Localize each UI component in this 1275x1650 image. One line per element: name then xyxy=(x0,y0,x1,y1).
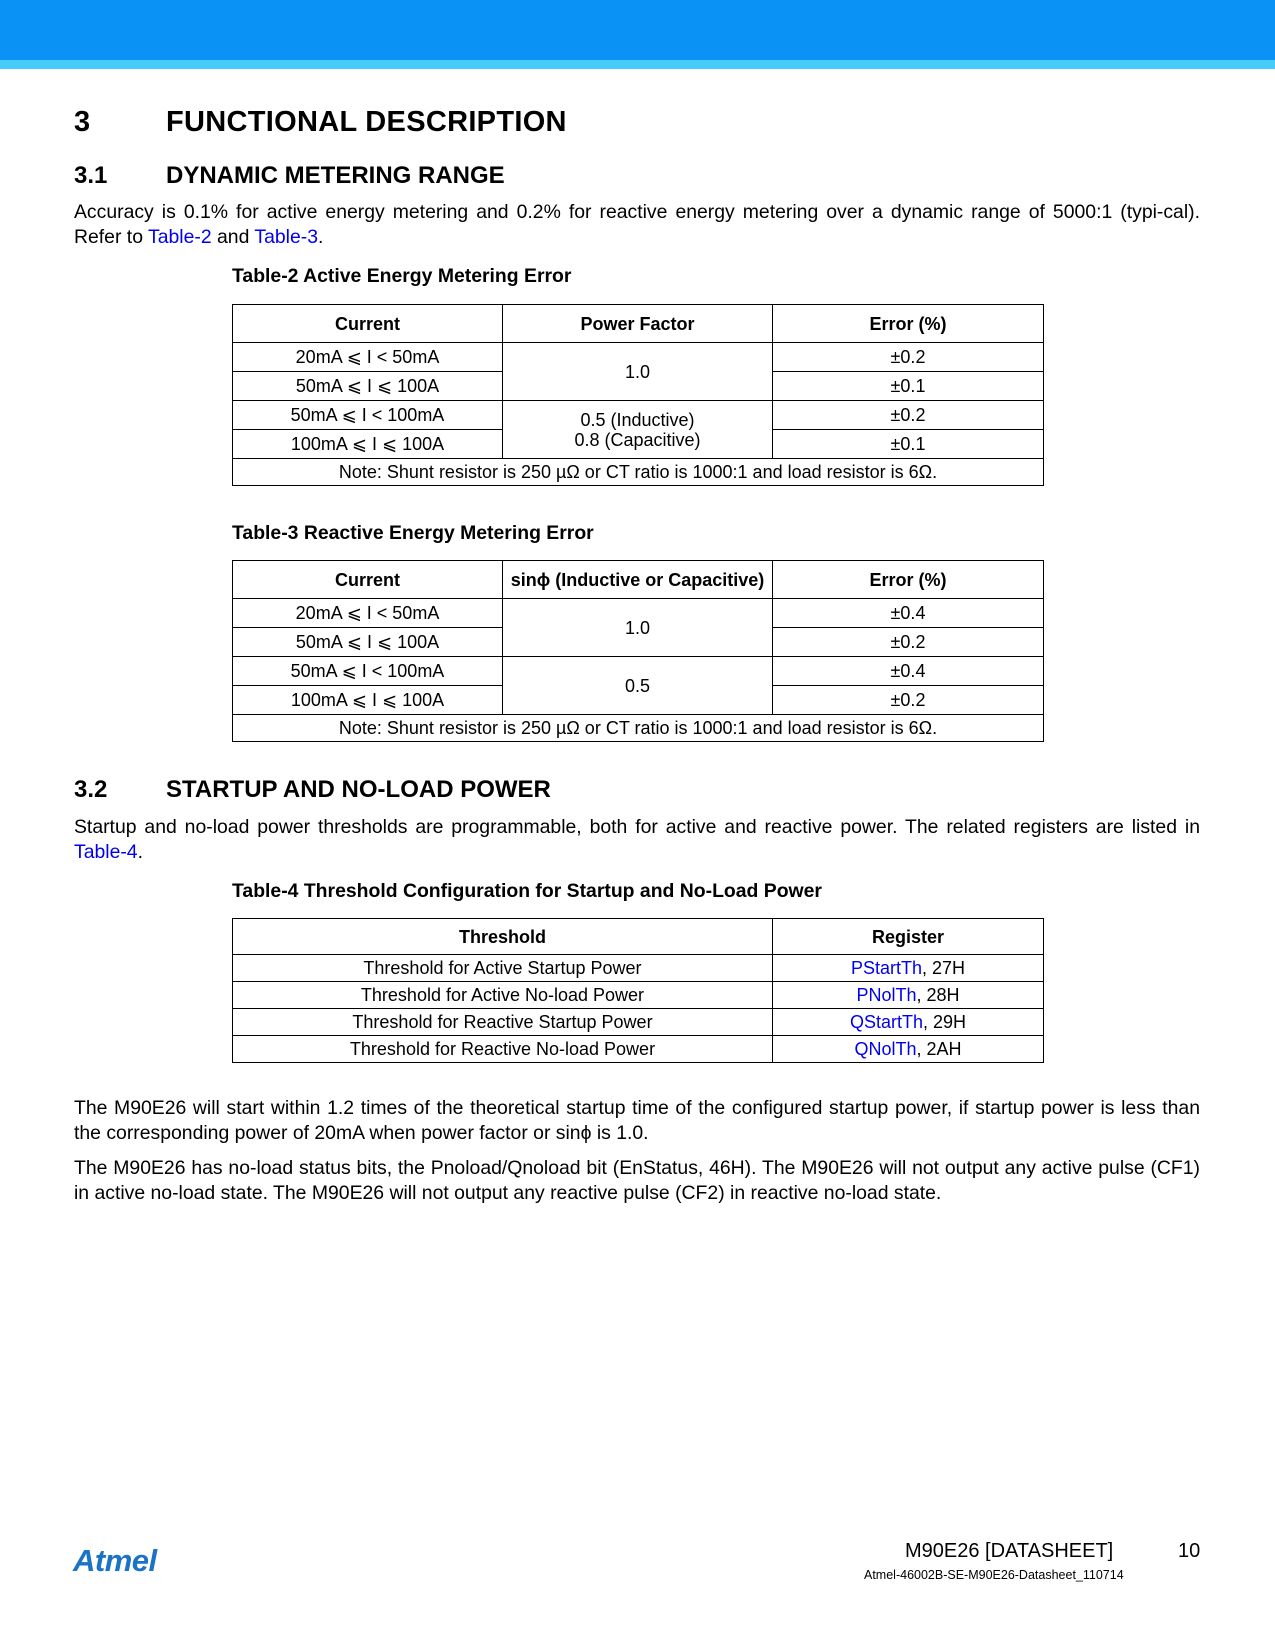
table-note-row xyxy=(233,715,1044,742)
table-2-link[interactable]: Table-2 xyxy=(148,225,212,248)
header-current: Current xyxy=(233,305,503,343)
section-heading-3-2 xyxy=(74,776,551,804)
section-number: 3.2 xyxy=(74,776,108,803)
register-link[interactable]: QNolTh xyxy=(854,1039,917,1059)
startup-paragraph: Startup and no-load power thresholds are programmable, both for active and reactive power. The related registers are listed in Table-4. xyxy=(74,816,1200,863)
sin-phi-cell: 0.5 xyxy=(503,657,773,715)
section-heading-3 xyxy=(74,106,567,139)
reactive-energy-error-table xyxy=(232,560,1044,742)
section-title: STARTUP AND NO-LOAD POWER xyxy=(166,776,551,803)
table-row: Threshold for Reactive No-load Power QNolTh, 2AH xyxy=(233,1036,1044,1063)
section-title: FUNCTIONAL DESCRIPTION xyxy=(166,106,567,138)
table-note: Note: Shunt resistor is 250 µΩ or CT ratio is 1000:1 and load resistor is 6Ω. xyxy=(233,715,1044,742)
header-sin-phi: sinϕ (Inductive or Capacitive) xyxy=(503,561,773,599)
power-factor-cell: 1.0 xyxy=(503,343,773,401)
dynamic-range-paragraph: Accuracy is 0.1% for active energy metering and 0.2% for reactive energy metering over a dynamic range of 5000:1 (typi-cal). Refer to Table-2 and Table-3. xyxy=(74,201,1200,248)
table-row: 50mA ⩽ I < 100mA 0.5 (Inductive) 0.8 (Capacitive) ±0.2 xyxy=(233,401,1044,430)
header-accent-line xyxy=(0,60,1275,69)
header-bar xyxy=(0,0,1275,60)
header-current: Current xyxy=(233,561,503,599)
table-4-link[interactable]: Table-4 xyxy=(74,840,138,863)
table-2-caption: Table-2 Active Energy Metering Error xyxy=(232,265,572,287)
table-row: 50mA ⩽ I < 100mA 0.5 ±0.4 xyxy=(233,657,1044,686)
startup-time-paragraph: The M90E26 will start within 1.2 times of the theoretical startup time of the configured startup power, if startup power is less than the corresponding power of 20mA when power factor or sinϕ is 1.0. xyxy=(74,1097,1200,1144)
section-number: 3.1 xyxy=(74,162,108,189)
table-row: 50mA ⩽ I ⩽ 100A ±0.2 xyxy=(233,628,1044,657)
threshold-config-table xyxy=(232,918,1044,1063)
power-factor-cell: 0.5 (Inductive) 0.8 (Capacitive) xyxy=(503,401,773,459)
register-link[interactable]: QStartTh xyxy=(849,1012,923,1032)
footer-doc-id: Atmel-46002B-SE-M90E26-Datasheet_110714 xyxy=(864,1568,1124,1582)
table-row: Threshold for Active Startup Power PStartTh, 27H xyxy=(233,955,1044,982)
sin-phi-cell: 1.0 xyxy=(503,599,773,657)
table-row: 100mA ⩽ I ⩽ 100A ±0.1 xyxy=(233,430,1044,459)
header-threshold: Threshold xyxy=(233,919,773,955)
atmel-logo: Atmel xyxy=(73,1543,157,1578)
table-row: Threshold for Reactive Startup Power QStartTh, 29H xyxy=(233,1009,1044,1036)
header-power-factor: Power Factor xyxy=(503,305,773,343)
table-header-row xyxy=(233,919,1044,955)
section-title: DYNAMIC METERING RANGE xyxy=(166,162,505,189)
table-row: 100mA ⩽ I ⩽ 100A ±0.2 xyxy=(233,686,1044,715)
header-register: Register xyxy=(773,919,1044,955)
table-row: 20mA ⩽ I < 50mA 1.0 ±0.4 xyxy=(233,599,1044,628)
footer-doc-title: M90E26 [DATASHEET] xyxy=(905,1540,1114,1562)
no-load-status-paragraph: The M90E26 has no-load status bits, the Pnoload/Qnoload bit (EnStatus, 46H). The M90E26 will not output any active pulse (CF1) in active no-load state. The M90E26 will not output any reactive pulse (CF2) in reactive no-load state. xyxy=(74,1157,1200,1204)
table-header-row xyxy=(233,561,1044,599)
table-3-link[interactable]: Table-3 xyxy=(254,225,319,248)
table-header-row xyxy=(233,305,1044,343)
section-number: 3 xyxy=(74,106,91,138)
header-error: Error (%) xyxy=(773,561,1044,599)
page-number: 10 xyxy=(1178,1540,1201,1562)
table-note-row xyxy=(233,459,1044,486)
register-link[interactable]: PNolTh xyxy=(856,985,917,1005)
table-note: Note: Shunt resistor is 250 µΩ or CT ratio is 1000:1 and load resistor is 6Ω. xyxy=(233,459,1044,486)
table-3-caption: Table-3 Reactive Energy Metering Error xyxy=(232,522,594,544)
section-heading-3-1 xyxy=(74,162,505,190)
table-row: 50mA ⩽ I ⩽ 100A ±0.1 xyxy=(233,372,1044,401)
active-energy-error-table xyxy=(232,304,1044,486)
register-link[interactable]: PStartTh xyxy=(850,958,922,978)
header-error: Error (%) xyxy=(773,305,1044,343)
table-4-caption: Table-4 Threshold Configuration for Startup and No-Load Power xyxy=(232,880,822,902)
table-row: 20mA ⩽ I < 50mA 1.0 ±0.2 xyxy=(233,343,1044,372)
table-row: Threshold for Active No-load Power PNolTh, 28H xyxy=(233,982,1044,1009)
